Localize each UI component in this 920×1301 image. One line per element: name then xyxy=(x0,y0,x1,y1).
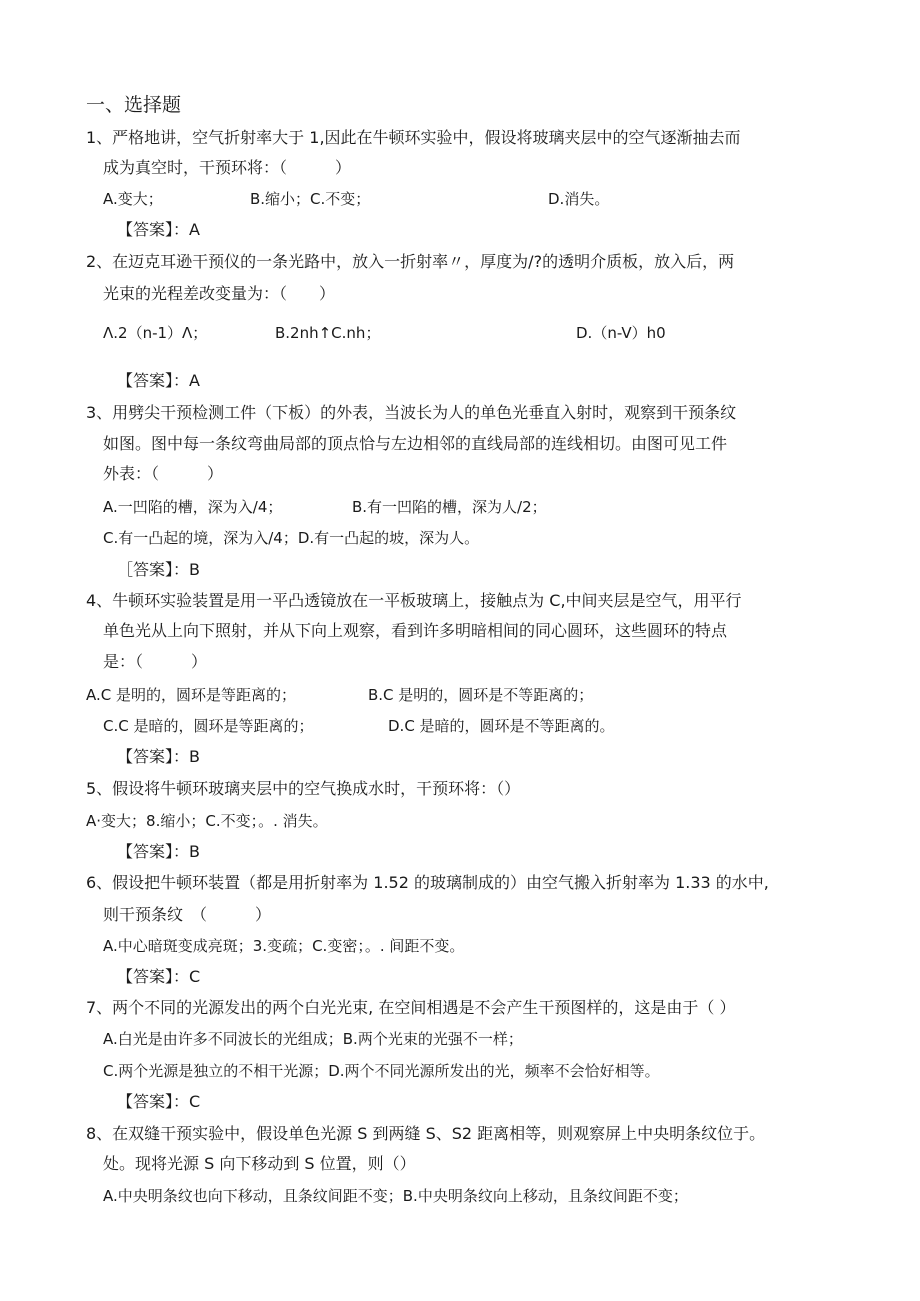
q7-option-ab: A.白光是由许多不同波长的光组成；B.两个光束的光强不一样； xyxy=(103,1030,523,1048)
q2-option-d: D.（n-V）h0 xyxy=(576,324,666,342)
q7-option-cd: C.两个光源是独立的不相干光源；D.两个不同光源所发出的光，频率不会恰好相等。 xyxy=(103,1062,660,1080)
section-title: 一、选择题 xyxy=(86,94,182,116)
q1-answer: 【答案】：A xyxy=(117,220,200,239)
q7-answer: 【答案】：C xyxy=(117,1092,201,1111)
q4-answer: 【答案】：B xyxy=(117,747,200,766)
q3-line1: 3、用劈尖干预检测工件（下板）的外表，当波长为人的单色光垂直入射时，观察到干预条纹 xyxy=(86,403,737,422)
q1-line1: 1、严格地讲，空气折射率大于 1,因此在牛顿环实验中，假设将玻璃夹层中的空气逐渐抽去而 xyxy=(86,128,741,147)
q3-line3: 外表：（ ） xyxy=(103,464,224,483)
q3-option-b: B.有一凹陷的槽，深为人/2； xyxy=(352,498,547,516)
q2-option-bc: B.2nh↑C.nh； xyxy=(275,324,381,342)
q3-answer: ［答案】：B xyxy=(117,560,200,579)
q5-answer: 【答案】：B xyxy=(117,842,200,861)
q4-option-b: B.C 是明的，圆环是不等距离的； xyxy=(368,686,594,704)
q3-line2: 如图。图中每一条纹弯曲局部的顶点恰与左边相邻的直线局部的连线相切。由图可见工件 xyxy=(103,434,728,453)
q2-line2: 光束的光程差改变量为：（ ） xyxy=(103,284,336,303)
q8-line2: 处。现将光源 S 向下移动到 S 位置，则（） xyxy=(103,1154,416,1173)
q6-answer: 【答案】：C xyxy=(117,967,201,986)
q6-line2: 则干预条纹 （ ） xyxy=(103,905,272,924)
q1-option-bc: B.缩小；C.不变； xyxy=(250,190,371,208)
q3-option-a: A.一凹陷的槽，深为入/4； xyxy=(103,498,283,516)
q2-answer: 【答案】：A xyxy=(117,371,200,390)
q6-options: A.中心暗斑变成亮斑；3.变疏；C.变密；。. 间距不变。 xyxy=(103,937,465,955)
q1-option-a: A.变大； xyxy=(103,190,163,208)
q8-option-ab: A.中央明条纹也向下移动，且条纹间距不变；B.中央明条纹向上移动，且条纹间距不变； xyxy=(103,1187,688,1205)
q2-line1: 2、在迈克耳逊干预仪的一条光路中，放入一折射率〃，厚度为/?的透明介质板，放入后，两 xyxy=(86,252,735,271)
q4-line1: 4、牛顿环实验装置是用一平凸透镜放在一平板玻璃上，接触点为 C,中间夹层是空气，用平行 xyxy=(86,591,742,610)
q4-line2: 单色光从上向下照射，并从下向上观察，看到许多明暗相间的同心圆环，这些圆环的特点 xyxy=(103,621,728,640)
q4-line3: 是：（ ） xyxy=(103,652,208,671)
q1-option-d: D.消失。 xyxy=(548,190,610,208)
q4-option-a: A.C 是明的，圆环是等距离的； xyxy=(86,686,297,704)
q5-line1: 5、假设将牛顿环玻璃夹层中的空气换成水时，干预环将：（） xyxy=(86,779,521,798)
q5-options: A·变大；8.缩小；C.不变；。. 消失。 xyxy=(86,812,328,830)
q6-line1: 6、假设把牛顿环装置（都是用折射率为 1.52 的玻璃制成的）由空气搬入折射率为 1.33 的水中, xyxy=(86,873,769,892)
q3-option-cd: C.有一凸起的境，深为入/4；D.有一凸起的坡，深为人。 xyxy=(103,529,480,547)
q8-line1: 8、在双缝干预实验中，假设单色光源 S 到两缝 S、S2 距离相等，则观察屏上中央明条纹位于。 xyxy=(86,1124,766,1143)
q2-option-a: Λ.2（n-1）Λ； xyxy=(103,324,208,342)
q1-line2: 成为真空时，干预环将：（ ） xyxy=(103,158,352,177)
q4-option-d: D.C 是暗的，圆环是不等距离的。 xyxy=(388,717,615,735)
q7-line1: 7、两个不同的光源发出的两个白光光束, 在空间相遇是不会产生干预图样的，这是由于（ ） xyxy=(86,998,736,1017)
q4-option-c: C.C 是暗的，圆环是等距离的； xyxy=(103,717,314,735)
